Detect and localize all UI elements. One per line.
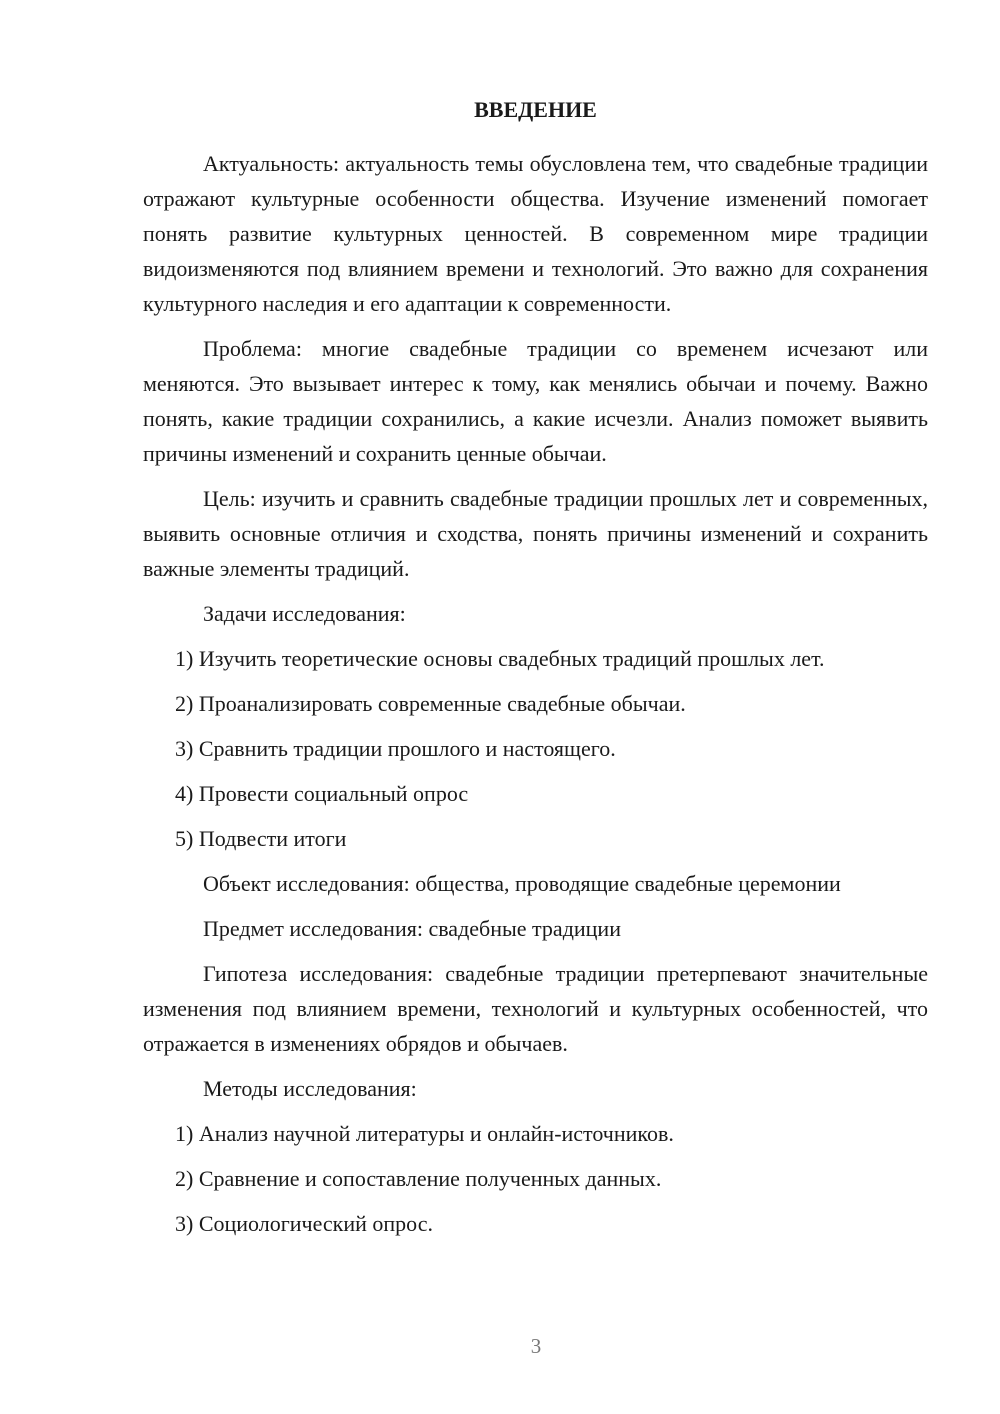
method-item: 1) Анализ научной литературы и онлайн-источников. (175, 1121, 674, 1146)
problem-paragraph: Проблема: многие свадебные традиции со временем исчезают или меняются. Это вызывает интерес к тому, как менялись обычаи и почему. Важно понять, какие традиции сохранились, а какие исчезли. Анализ поможет выявить причины изменений и сохранить ценные обычаи. (143, 336, 928, 466)
object-line: Объект исследования: общества, проводящие свадебные церемонии (203, 871, 841, 896)
document-page (143, 92, 928, 1251)
task-item: 5) Подвести итоги (175, 826, 347, 851)
task-item: 3) Сравнить традиции прошлого и настоящего. (175, 736, 616, 761)
method-item: 2) Сравнение и сопоставление полученных данных. (175, 1166, 662, 1191)
section-heading: ВВЕДЕНИЕ (474, 97, 597, 122)
task-item: 2) Проанализировать современные свадебные обычаи. (175, 691, 686, 716)
tasks-label: Задачи исследования: (203, 601, 406, 626)
method-item: 3) Социологический опрос. (175, 1211, 433, 1236)
task-item: 1) Изучить теоретические основы свадебных традиций прошлых лет. (175, 646, 825, 671)
task-item: 4) Провести социальный опрос (175, 781, 469, 806)
relevance-paragraph: Актуальность: актуальность темы обусловлена тем, что свадебные традиции отражают культурные особенности общества. Изучение изменений помогает понять развитие культурных ценностей. В современном мире традиции видоизменяются под влиянием времени и технологий. Это важно для сохранения культурного наследия и его адаптации к современности. (143, 151, 928, 316)
methods-label: Методы исследования: (203, 1076, 417, 1101)
hypothesis-paragraph: Гипотеза исследования: свадебные традиции претерпевают значительные изменения под влиянием времени, технологий и культурных особенностей, что отражается в изменениях обрядов и обычаев. (143, 961, 928, 1056)
goal-paragraph: Цель: изучить и сравнить свадебные традиции прошлых лет и современных, выявить основные отличия и сходства, понять причины изменений и сохранить важные элементы традиций. (143, 486, 928, 581)
page-number: 3 (530, 1334, 542, 1358)
subject-line: Предмет исследования: свадебные традиции (203, 916, 621, 941)
